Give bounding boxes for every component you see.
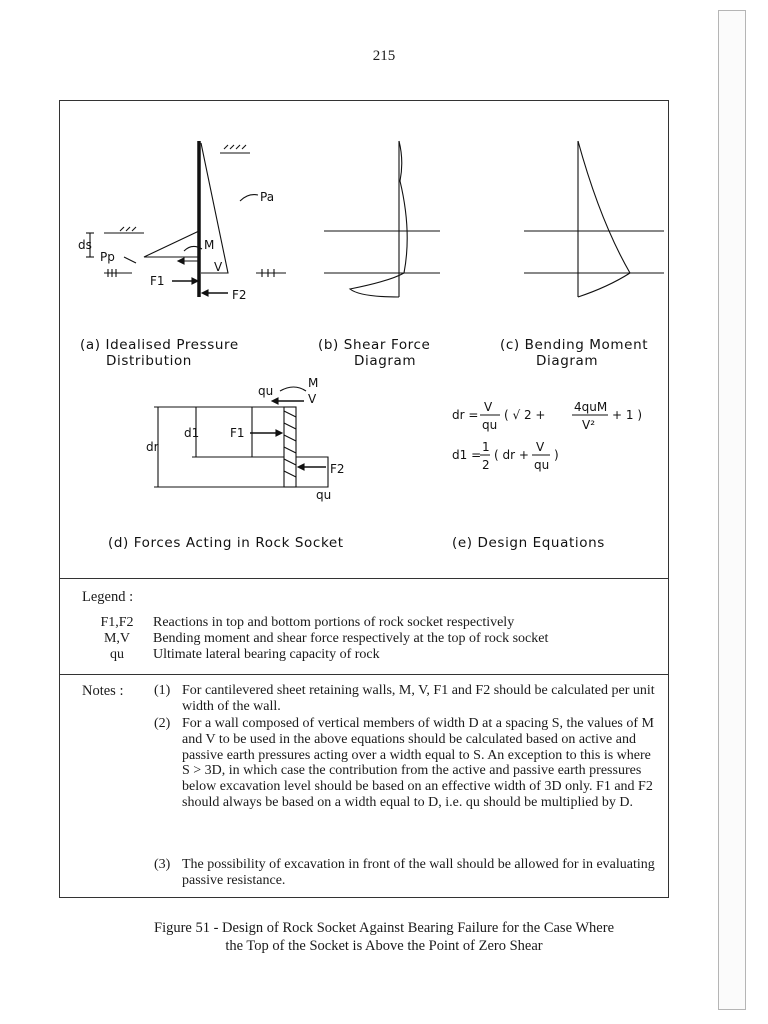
label-f1-a: F1 [150, 274, 165, 288]
eq1-den: V² [582, 418, 596, 432]
eq2-qu: qu [534, 458, 550, 472]
eq2-two: 2 [482, 458, 490, 472]
eq2-one: 1 [482, 440, 490, 454]
eq1-tail: + 1 ) [612, 408, 642, 422]
caption-e: (e) Design Equations [452, 535, 605, 551]
eq2-v: V [536, 440, 545, 454]
caption-a-line2: Distribution [106, 353, 192, 369]
note-text: For a wall composed of vertical members of width D at a spacing S, the values of M and V to be used in the above equations should be calculated based on active and passive earth pressures acting over a width equal to S. An exception to this is where S > 3D, in which case the contribution from the active and passive earth pressures below excavation level should be based on an effective width of 3D only. F1 and F2 should always be based on a width equal to D, i.e. qu should be multiplied by D. [182, 716, 654, 810]
label-pa: Pa [260, 190, 275, 204]
label-m-d: M [308, 376, 319, 390]
caption-a-line1: (a) Idealised Pressure [80, 337, 239, 353]
label-f2-a: F2 [232, 288, 247, 302]
legend-symbol: M,V [103, 631, 131, 646]
note-number: (1) [154, 683, 171, 698]
figure-caption-line2: the Top of the Socket is Above the Point of Zero Shear [225, 938, 543, 954]
note-number: (2) [154, 716, 171, 731]
label-dr: dr [146, 440, 159, 454]
eq1-v: V [484, 400, 493, 414]
caption-d: (d) Forces Acting in Rock Socket [108, 535, 344, 551]
figure-caption-line1: Figure 51 - Design of Rock Socket Against Bearing Failure for the Case Where [154, 920, 614, 936]
label-d1: d1 [184, 426, 200, 440]
figure-caption [0, 919, 768, 955]
caption-b-line1: (b) Shear Force [318, 337, 431, 353]
caption-c-line1: (c) Bending Moment [500, 337, 649, 353]
eq1-lhs: dr = [452, 408, 479, 422]
eq2-mid: ( dr + [494, 448, 529, 462]
diagram-b [324, 141, 440, 297]
eq1-num: 4quM [574, 400, 608, 414]
caption-c-line2: Diagram [536, 353, 599, 369]
label-qu-bottom: qu [316, 488, 332, 502]
label-pp: Pp [100, 250, 115, 264]
caption-b-line2: Diagram [354, 353, 417, 369]
note-text: The possibility of excavation in front of the wall should be allowed for in evaluating passive resistance. [182, 857, 655, 888]
legend-description: Ultimate lateral bearing capacity of rock [153, 647, 380, 662]
legend-title: Legend : [82, 589, 134, 605]
eq1-two: ( √ 2 + [504, 408, 546, 422]
label-v-a: V [214, 260, 223, 274]
legend-description: Bending moment and shear force respectively at the top of rock socket [153, 631, 549, 646]
figure-box [59, 100, 669, 898]
label-m-a: M [204, 238, 215, 252]
label-v-d: V [308, 392, 317, 406]
label-f1-d: F1 [230, 426, 245, 440]
legend-symbol: qu [110, 647, 124, 662]
diagram-a [86, 141, 286, 297]
eq2-lhs: d1 = [452, 448, 482, 462]
diagram-c [524, 141, 664, 297]
legend-symbol: F1,F2 [100, 615, 134, 630]
eq2-tail: ) [554, 448, 559, 462]
label-qu-top: qu [258, 384, 274, 398]
eq1-qu: qu [482, 418, 498, 432]
note-text: For cantilevered sheet retaining walls, M, V, F1 and F2 should be calculated per unit width of the wall. [182, 683, 655, 714]
scrollbar[interactable] [718, 10, 746, 1010]
legend-description: Reactions in top and bottom portions of rock socket respectively [153, 615, 515, 630]
note-number: (3) [154, 857, 171, 872]
divider-legend [60, 578, 668, 579]
label-ds: ds [78, 238, 92, 252]
page-number: 215 [372, 48, 396, 64]
label-f2-d: F2 [330, 462, 345, 476]
notes-label: Notes : [82, 683, 124, 699]
divider-notes [60, 674, 668, 675]
